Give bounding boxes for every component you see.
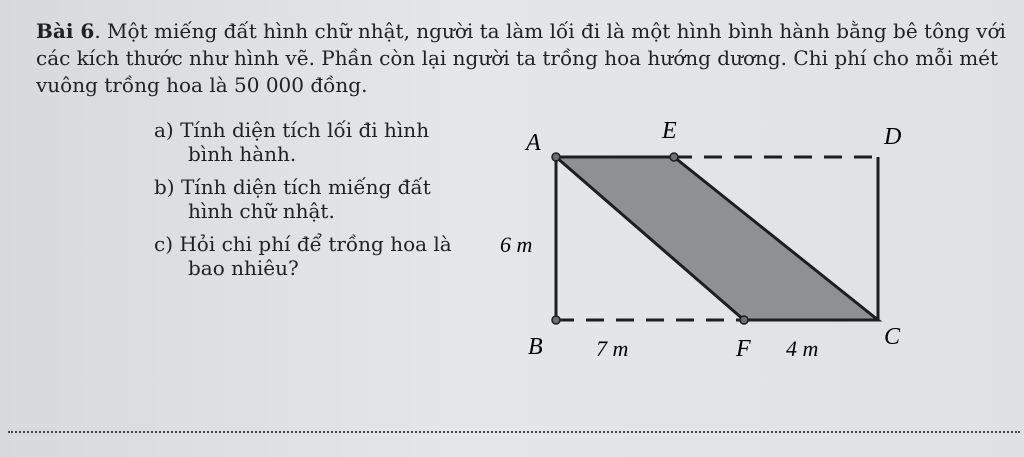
point-A-dot <box>552 153 560 161</box>
question-c-line1: c) Hỏi chi phí để trồng hoa là <box>154 232 452 256</box>
question-c <box>154 232 452 280</box>
question-b <box>154 175 431 223</box>
question-b-line1: b) Tính diện tích miếng đất <box>154 175 431 199</box>
point-B-dot <box>552 316 560 324</box>
dimension-BF: 7 m <box>596 336 629 361</box>
question-b-line2: hình chữ nhật. <box>188 199 335 223</box>
label-E: E <box>662 118 677 144</box>
label-F: F <box>736 336 751 362</box>
point-E-dot <box>670 153 678 161</box>
label-D: D <box>884 124 902 150</box>
question-a <box>154 118 429 166</box>
question-a-line2: bình hành. <box>188 142 297 166</box>
point-F-dot <box>740 316 748 324</box>
problem-statement <box>36 18 1006 99</box>
label-B: B <box>528 334 543 360</box>
dimension-FC: 4 m <box>786 336 819 361</box>
question-c-line2: bao nhiêu? <box>188 256 299 280</box>
geometry-figure <box>490 112 920 372</box>
problem-label: Bài 6 <box>36 19 95 43</box>
dotted-separator <box>8 431 1020 433</box>
parallelogram-walkway <box>556 157 878 320</box>
label-A: A <box>526 130 541 156</box>
label-C: C <box>884 324 901 350</box>
problem-text: . Một miếng đất hình chữ nhật, người ta làm lối đi là một hình bình hành bằng bê tông với các kích thước như hình vẽ. Phần còn lại người ta trồng hoa hướng dương. Chi phí cho mỗi mét vuông trồng hoa là 50 000 đồng. <box>36 19 1006 97</box>
dimension-height: 6 m <box>500 232 533 257</box>
question-a-line1: a) Tính diện tích lối đi hình <box>154 118 430 142</box>
